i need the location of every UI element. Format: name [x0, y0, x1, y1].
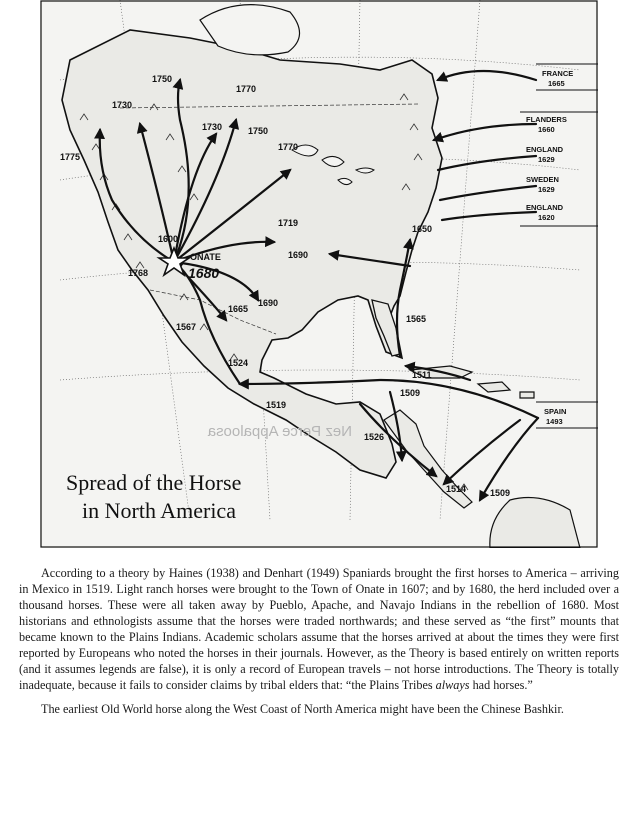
- origin-flanders-name: FLANDERS: [526, 115, 567, 124]
- year-1770-center: 1770: [278, 142, 299, 152]
- origin-england2-year: 1620: [538, 213, 555, 222]
- year-1524: 1524: [228, 358, 249, 368]
- year-1567: 1567: [176, 322, 197, 332]
- origin-spain-year: 1493: [546, 417, 563, 426]
- year-1775: 1775: [60, 152, 81, 162]
- origin-england1-name: ENGLAND: [526, 145, 564, 154]
- year-1519: 1519: [266, 400, 287, 410]
- year-1750-north: 1750: [152, 74, 173, 84]
- year-1509-north: 1509: [400, 388, 421, 398]
- year-1770-north: 1770: [236, 84, 257, 94]
- origin-flanders-year: 1660: [538, 125, 555, 134]
- horse-spread-map: [40, 0, 598, 548]
- year-1509-south: 1509: [490, 488, 511, 498]
- year-1565: 1565: [406, 314, 427, 324]
- year-1514: 1514: [446, 484, 467, 494]
- year-1730-center: 1730: [202, 122, 223, 132]
- map-title-line2: in North America: [82, 498, 236, 523]
- star-label-onate: ONATE: [190, 252, 221, 262]
- year-1690-east: 1690: [288, 250, 309, 260]
- year-1600: 1600: [158, 234, 179, 244]
- year-1768: 1768: [128, 268, 149, 278]
- paragraph-theory-main: According to a theory by Haines (1938) and Denhart (1949) Spaniards brought the first horses to America – arriving in Mexico in 1519. Light ranch horses were brought to the Town of Onate in 1607; and by 1680, the herd included over a thousand horses. These were all taken away by Pueblo, Apache, and Navajo Indians in the rebellion of 1680. Most historians and ethnologists assume that the horses were traded northwards; and these served as “the first” mounts that became known to the Plains Indians. Academic scholars assume that the horses arrived at about the times they were first reported by Europeans who noted the horses in their journals. However, as the Theory is based entirely on written reports (and it assumes legends are false), it is only a record of European travels – not horse introductions. The Theory is totally inadequate, because it fails to consider claims by tribal elders that: “the Plains Tribes: [19, 566, 619, 692]
- origin-sweden-name: SWEDEN: [526, 175, 559, 184]
- year-1750-center: 1750: [248, 126, 269, 136]
- origin-england1-year: 1629: [538, 155, 555, 164]
- origin-england2-name: ENGLAND: [526, 203, 564, 212]
- origin-france-year: 1665: [548, 79, 565, 88]
- paragraph-theory: [19, 565, 619, 693]
- year-1690-south: 1690: [258, 298, 279, 308]
- year-1719: 1719: [278, 218, 299, 228]
- body-text: [19, 565, 619, 725]
- paragraph-theory-end: had horses.”: [469, 678, 533, 692]
- map-title-line1: Spread of the Horse: [66, 470, 242, 495]
- origin-sweden-year: 1629: [538, 185, 555, 194]
- year-1650: 1650: [412, 224, 433, 234]
- year-1665: 1665: [228, 304, 249, 314]
- star-label-year: 1680: [188, 265, 220, 281]
- year-1730-west: 1730: [112, 100, 133, 110]
- paragraph-bashkir: The earliest Old World horse along the West Coast of North America might have been the Chinese Bashkir.: [41, 702, 564, 716]
- map-watermark: Nez Perce Appaloosa: [207, 423, 352, 440]
- origin-spain-name: SPAIN: [544, 407, 567, 416]
- year-1511: 1511: [412, 370, 432, 380]
- paragraph-theory-emphasis: always: [435, 678, 470, 692]
- year-1526: 1526: [364, 432, 385, 442]
- origin-france-name: FRANCE: [542, 69, 574, 78]
